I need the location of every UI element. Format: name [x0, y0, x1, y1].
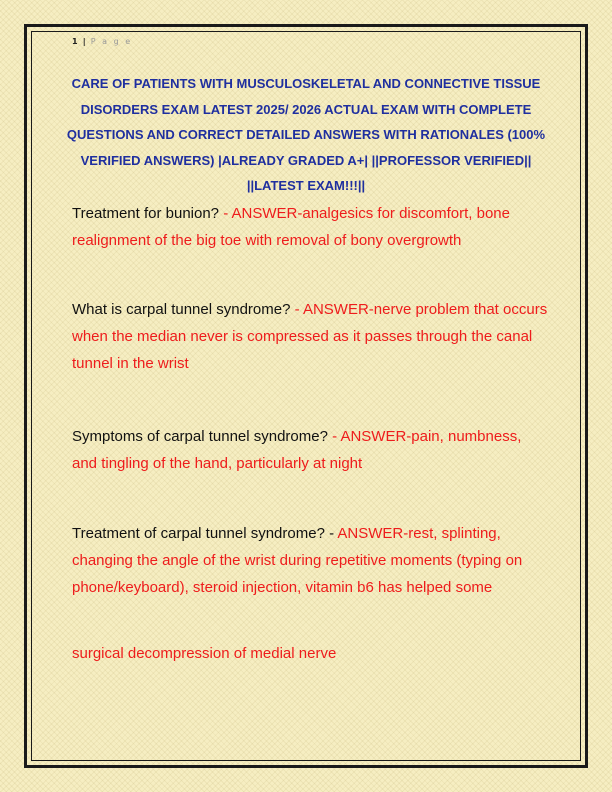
- qa-item: [72, 520, 550, 601]
- document-title: CARE OF PATIENTS WITH MUSCULOSKELETAL AND CONNECTIVE TISSUE DISORDERS EXAM LATEST 2025/ 2026 ACTUAL EXAM WITH COMPLETE QUESTIONS AND CORRECT DETAILED ANSWERS WITH RATIONALES (100% VERIFIED ANSWERS) |ALREADY GRADED A+| ||PROFESSOR VERIFIED|| ||LATEST EXAM!!!||: [66, 76, 546, 193]
- answer-text: - ANSWER-nerve problem that occurs when the median never is compressed as it passes through the canal tunnel in the wrist: [72, 301, 548, 372]
- question-text: Treatment of carpal tunnel syndrome? -: [72, 525, 338, 542]
- question-text: What is carpal tunnel syndrome?: [72, 301, 295, 318]
- question-text: Symptoms of carpal tunnel syndrome?: [72, 428, 333, 445]
- qa-item: [72, 200, 550, 254]
- qa-item: [72, 296, 550, 377]
- page-header: [72, 37, 132, 46]
- answer-text: ANSWER-rest, splinting, changing the angle of the wrist during repetitive moments (typing on phone/keyboard), steroid injection, vitamin b6 has helped some: [72, 525, 523, 596]
- extra-answer-text: surgical decompression of medial nerve: [72, 645, 337, 662]
- page-separator: |: [82, 37, 86, 46]
- qa-item: [72, 423, 550, 477]
- answer-text: - ANSWER-pain, numbness, and tingling of the hand, particularly at night: [72, 428, 522, 472]
- page-label: P a g e: [90, 37, 133, 46]
- answer-text: - ANSWER-analgesics for discomfort, bone realignment of the big toe with removal of bony overgrowth: [72, 205, 510, 249]
- page-number: 1: [72, 37, 78, 46]
- question-text: Treatment for bunion?: [72, 205, 224, 222]
